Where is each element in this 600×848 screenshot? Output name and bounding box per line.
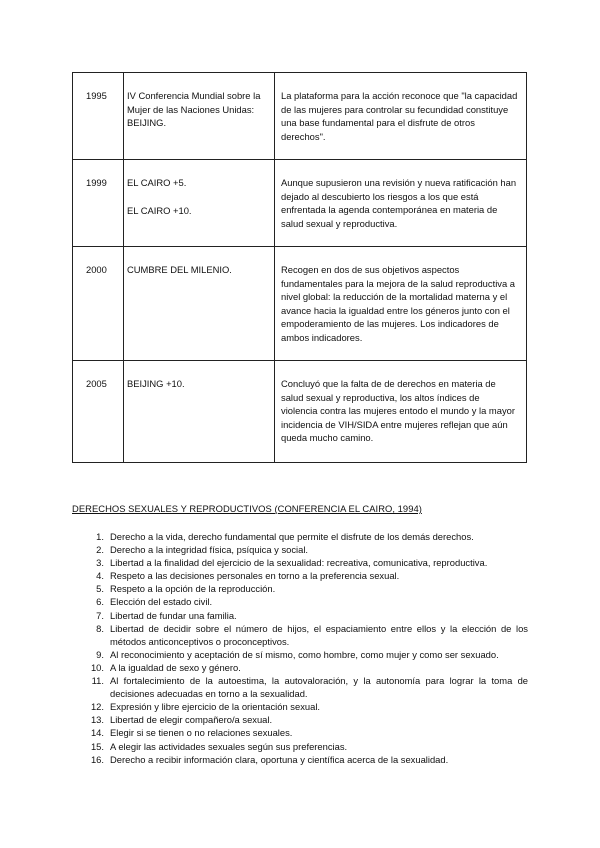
list-item (72, 648, 528, 661)
list-item (72, 674, 528, 700)
event-name: EL CAIRO +5. (127, 177, 187, 188)
item-number: 15. (90, 740, 104, 752)
list-item (72, 700, 528, 713)
event-cell (124, 73, 275, 160)
item-number: 8. (96, 622, 104, 634)
list-item (72, 543, 528, 556)
year-cell: 2000 (73, 247, 124, 361)
description-cell: Aunque supusieron una revisión y nueva ratificación han dejado al descubierto los riesgos a los que está enfrentada la agenda contemporánea en materia de salud sexual y reproductiva. (275, 160, 527, 247)
section-title: DERECHOS SEXUALES Y REPRODUCTIVOS (CONFERENCIA EL CAIRO, 1994) (72, 503, 422, 514)
event-name: CUMBRE DEL MILENIO. (127, 264, 232, 275)
item-number: 10. (90, 661, 104, 673)
item-number: 12. (90, 701, 104, 713)
item-text: Al reconocimiento y aceptación de sí mismo, como hombre, como mujer y como ser sexuado. (110, 648, 499, 660)
item-number: 11. (91, 675, 104, 687)
item-text: Al fortalecimiento de la autoestima, la autovaloración, y la autonomía para lograr la toma de decisiones adecuadas en torno a la sexualidad. (110, 675, 528, 700)
item-number: 14. (90, 727, 104, 739)
list-item (72, 595, 528, 608)
list-item (72, 569, 528, 582)
item-text: Derecho a la vida, derecho fundamental que permite el disfrute de los demás derechos. (110, 531, 474, 542)
description-cell: La plataforma para la acción reconoce que "la capacidad de las mujeres para controlar su fecundidad constituye una base fundamental para el disfrute de otros derechos". (275, 73, 527, 160)
item-number: 3. (96, 557, 104, 569)
list-item (72, 740, 528, 753)
item-number: 7. (96, 609, 104, 621)
item-text: Respeto a las decisiones personales en torno a la preferencia sexual. (110, 570, 400, 582)
item-text: Expresión y libre ejercicio de la orientación sexual. (110, 701, 321, 713)
item-number: 2. (96, 544, 104, 556)
conference-timeline-table (72, 72, 527, 463)
item-text: Libertad de fundar una familia. (110, 609, 237, 621)
item-text: Respeto a la opción de la reproducción. (110, 583, 276, 595)
item-text: Derecho a recibir información clara, oportuna y científica acerca de la sexualidad. (110, 753, 449, 765)
rights-list (72, 530, 528, 766)
description-cell: Recogen en dos de sus objetivos aspectos fundamentales para la mejora de la salud reproductiva a nivel global: la reducción de la mortalidad materna y el avance hacia la igualdad entre los géneros junto con el empoderamiento de las mujeres. Los indicadores de ambos indicadores. (275, 247, 527, 361)
year-cell: 2005 (73, 361, 124, 463)
list-item (72, 530, 528, 543)
item-number: 5. (96, 583, 104, 595)
item-number: 6. (96, 596, 104, 608)
table-row (73, 247, 527, 361)
event-name: BEIJING +10. (127, 378, 185, 389)
list-item (72, 726, 528, 739)
item-number: 13. (90, 714, 104, 726)
item-text: Libertad a la finalidad del ejercicio de la sexualidad: recreativa, comunicativa, reproductiva. (110, 557, 488, 569)
list-item (72, 753, 528, 766)
item-text: Elegir si se tienen o no relaciones sexuales. (110, 727, 293, 739)
table-row (73, 160, 527, 247)
year-cell: 1999 (73, 160, 124, 247)
description-cell: Concluyó que la falta de de derechos en materia de salud sexual y reproductiva, los altos índices de violencia contra las mujeres entodo el mundo y la mayor incidencia de VIH/SIDA entre mujeres reflejan que aún queda mucho camino. (275, 361, 527, 463)
event-cell (124, 160, 275, 247)
item-number: 1. (96, 531, 104, 542)
list-item (72, 713, 528, 726)
list-item (72, 609, 528, 622)
item-number: 16. (90, 753, 104, 765)
event-name: EL CAIRO +10. (127, 204, 192, 216)
list-item (72, 661, 528, 674)
item-text: Derecho a la integridad física, psíquica y social. (110, 544, 309, 556)
table-row (73, 73, 527, 160)
item-text: A elegir las actividades sexuales según sus preferencias. (110, 740, 348, 752)
list-item (72, 622, 528, 648)
event-cell (124, 247, 275, 361)
item-text: Elección del estado civil. (110, 596, 213, 608)
event-cell (124, 361, 275, 463)
year-cell: 1995 (73, 73, 124, 160)
item-number: 4. (96, 570, 104, 582)
item-text: Libertad de decidir sobre el número de hijos, el espaciamiento entre ellos y la elección de los métodos anticonceptivos o proconceptivos. (110, 622, 528, 647)
item-number: 9. (96, 648, 104, 660)
table-row (73, 361, 527, 463)
item-text: A la igualdad de sexo y género. (110, 661, 241, 673)
list-item (72, 582, 528, 595)
item-text: Libertad de elegir compañero/a sexual. (110, 714, 273, 726)
list-item (72, 556, 528, 569)
event-name: IV Conferencia Mundial sobre la Mujer de las Naciones Unidas: BEIJING. (127, 90, 261, 129)
